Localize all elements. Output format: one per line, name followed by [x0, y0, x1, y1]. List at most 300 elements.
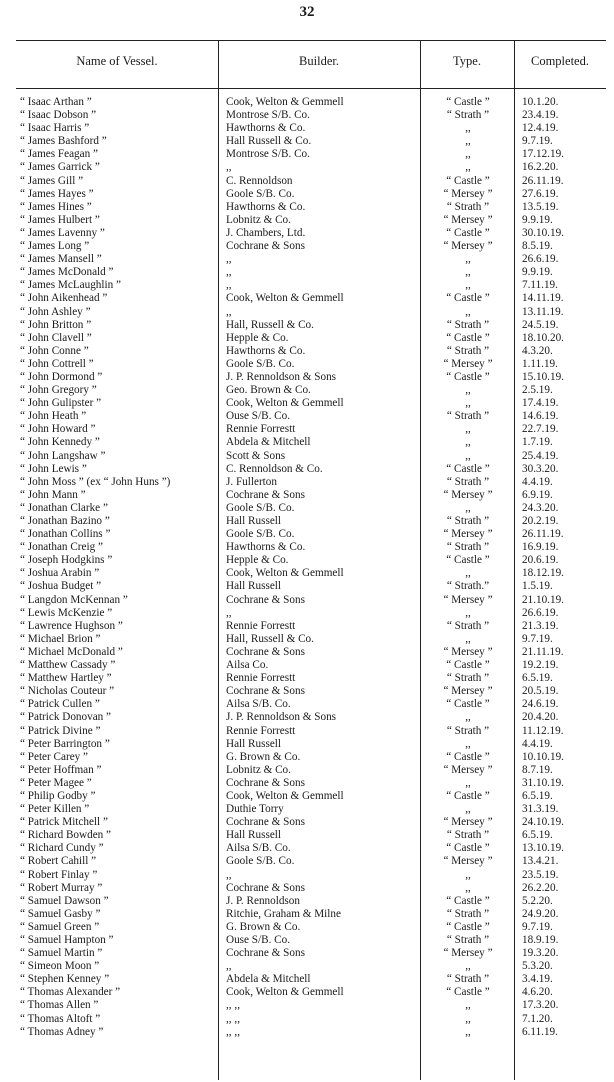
table-row — [16, 947, 606, 960]
completed-date-cell: 26.11.19. — [522, 528, 564, 541]
builder-cell: Cochrane & Sons — [226, 240, 305, 253]
type-cell: ,, — [465, 423, 471, 436]
completed-date-cell: 24.5.19. — [522, 318, 559, 331]
vessel-name-cell: “ James Gill ” — [20, 174, 84, 187]
header-builder: Builder. — [299, 54, 339, 68]
vessel-name-cell: “ Robert Murray ” — [20, 881, 103, 894]
completed-date-cell: 30.3.20. — [522, 462, 559, 475]
builder-cell: Hall, Russell & Co. — [226, 632, 314, 645]
type-cell: “ Castle ” — [446, 331, 490, 344]
table-top-rule — [16, 40, 606, 41]
table-row — [16, 934, 606, 947]
vessel-name-cell: “ Jonathan Collins ” — [20, 528, 111, 541]
type-cell: ,, — [465, 436, 471, 449]
vessel-name-cell: “ James Hulbert ” — [20, 213, 100, 226]
table-row — [16, 1013, 606, 1026]
builder-cell: Abdela & Mitchell — [226, 436, 311, 449]
table-row — [16, 685, 606, 698]
table-row — [16, 436, 606, 449]
completed-date-cell: 6.5.19. — [522, 789, 553, 802]
vessel-name-cell: “ John Heath ” — [20, 410, 87, 423]
table-row — [16, 908, 606, 921]
completed-date-cell: 4.3.20. — [522, 344, 553, 357]
builder-cell: ,, — [226, 266, 232, 279]
builder-cell: Goole S/B. Co. — [226, 187, 295, 200]
builder-cell: J. P. Rennoldson & Sons — [226, 711, 337, 724]
builder-cell: Hawthorns & Co. — [226, 122, 306, 135]
builder-cell: Cook, Welton & Gemmell — [226, 292, 344, 305]
table-row — [16, 384, 606, 397]
vessel-name-cell: “ James Lavenny ” — [20, 226, 105, 239]
table-row — [16, 803, 606, 816]
vessel-name-cell: “ Thomas Altoft ” — [20, 1012, 101, 1025]
builder-cell: ,, — [226, 960, 232, 973]
table-row — [16, 175, 606, 188]
table-row — [16, 764, 606, 777]
completed-date-cell: 10.1.20. — [522, 96, 559, 108]
builder-cell: J. Fullerton — [226, 475, 277, 488]
type-cell: “ Mersey ” — [443, 816, 493, 829]
completed-date-cell: 30.10.19. — [522, 226, 564, 239]
completed-date-cell: 23.5.19. — [522, 868, 559, 881]
type-cell: “ Mersey ” — [443, 488, 493, 501]
table-row — [16, 790, 606, 803]
vessel-name-cell: “ Nicholas Couteur ” — [20, 685, 115, 698]
completed-date-cell: 24.3.20. — [522, 501, 559, 514]
table-row — [16, 751, 606, 764]
type-cell: “ Strath ” — [446, 973, 490, 986]
vessel-name-cell: “ James Bashford ” — [20, 135, 107, 148]
type-cell: “ Castle ” — [446, 96, 490, 108]
builder-cell: Hall Russell — [226, 737, 282, 750]
completed-date-cell: 18.12.19. — [522, 567, 564, 580]
builder-cell: Goole S/B. Co. — [226, 357, 295, 370]
builder-cell: Cochrane & Sons — [226, 947, 305, 960]
completed-date-cell: 9.7.19. — [522, 135, 553, 148]
header-bottom-rule — [16, 88, 606, 89]
table-row — [16, 345, 606, 358]
builder-cell: Cook, Welton & Gemmell — [226, 96, 344, 108]
type-cell: ,, — [465, 384, 471, 397]
type-cell: ,, — [465, 161, 471, 174]
type-cell: ,, — [465, 397, 471, 410]
table-row — [16, 423, 606, 436]
table-row — [16, 96, 606, 109]
completed-date-cell: 20.2.19. — [522, 515, 559, 527]
builder-cell: J. P. Rennoldson — [226, 894, 300, 907]
completed-date-cell: 8.7.19. — [522, 763, 553, 776]
vessel-name-cell: “ John Lewis ” — [20, 462, 87, 475]
table-row — [16, 869, 606, 882]
header-completed: Completed. — [531, 54, 589, 68]
builder-cell: C. Rennoldson & Co. — [226, 462, 323, 475]
type-cell: “ Mersey ” — [443, 213, 493, 226]
completed-date-cell: 24.10.19. — [522, 816, 564, 829]
type-cell: “ Castle ” — [446, 292, 490, 305]
type-cell: ,, — [465, 122, 471, 135]
builder-cell: ,, — [226, 279, 232, 292]
builder-cell: Hepple & Co. — [226, 554, 289, 567]
vessel-name-cell: “ John Kennedy ” — [20, 436, 100, 449]
type-cell: ,, — [465, 279, 471, 292]
completed-date-cell: 31.3.19. — [522, 803, 559, 816]
type-cell: ,, — [465, 148, 471, 161]
table-row — [16, 227, 606, 240]
builder-cell: Cochrane & Sons — [226, 645, 305, 658]
vessel-name-cell: “ Isaac Harris ” — [20, 122, 90, 135]
type-cell: ,, — [465, 776, 471, 789]
type-cell: “ Castle ” — [446, 554, 490, 567]
table-row — [16, 148, 606, 161]
vessel-name-cell: “ James Garrick ” — [20, 161, 100, 174]
completed-date-cell: 11.12.19. — [522, 724, 564, 737]
completed-date-cell: 17.3.20. — [522, 999, 559, 1012]
vessel-name-cell: “ Thomas Alexander ” — [20, 986, 121, 999]
completed-date-cell: 12.4.19. — [522, 122, 559, 135]
builder-cell: Montrose S/B. Co. — [226, 109, 310, 122]
completed-date-cell: 9.7.19. — [522, 920, 553, 933]
vessel-name-cell: “ Lawrence Hughson ” — [20, 619, 123, 632]
builder-cell: J. Chambers, Ltd. — [226, 226, 306, 239]
completed-date-cell: 18.10.20. — [522, 331, 564, 344]
table-row — [16, 266, 606, 279]
type-cell: “ Strath ” — [446, 907, 490, 920]
vessel-name-cell: “ John Ashley ” — [20, 305, 91, 318]
type-cell: “ Strath ” — [446, 410, 490, 423]
type-cell: “ Castle ” — [446, 920, 490, 933]
table-row — [16, 188, 606, 201]
type-cell: ,, — [465, 960, 471, 973]
completed-date-cell: 23.4.19. — [522, 109, 559, 122]
header-name-of-vessel: Name of Vessel. — [76, 54, 158, 68]
completed-date-cell: 26.2.20. — [522, 881, 559, 894]
type-cell: “ Mersey ” — [443, 528, 493, 541]
type-cell: ,, — [465, 632, 471, 645]
completed-date-cell: 17.4.19. — [522, 397, 559, 410]
table-row — [16, 332, 606, 345]
type-cell: ,, — [465, 999, 471, 1012]
table-row — [16, 855, 606, 868]
table-row — [16, 253, 606, 266]
type-cell: “ Strath ” — [446, 200, 490, 213]
type-cell: “ Strath ” — [446, 724, 490, 737]
builder-cell: Rennie Forrestt — [226, 672, 296, 685]
table-row — [16, 999, 606, 1012]
completed-date-cell: 3.4.19. — [522, 973, 553, 986]
table-row — [16, 725, 606, 738]
vessel-name-cell: “ Peter Barrington ” — [20, 737, 110, 750]
vessel-name-cell: “ Simeon Moon ” — [20, 960, 100, 973]
table-row — [16, 489, 606, 502]
builder-cell: C. Rennoldson — [226, 174, 293, 187]
type-cell: “ Strath ” — [446, 541, 490, 554]
builder-cell: G. Brown & Co. — [226, 920, 301, 933]
builder-cell: Goole S/B. Co. — [226, 501, 295, 514]
builder-cell: Ouse S/B. Co. — [226, 410, 291, 423]
table-row — [16, 816, 606, 829]
table-row — [16, 463, 606, 476]
vessel-name-cell: “ James Hines ” — [20, 200, 92, 213]
type-cell: “ Strath ” — [446, 515, 490, 527]
completed-date-cell: 6.5.19. — [522, 829, 553, 842]
vessel-name-cell: “ Jonathan Bazino ” — [20, 515, 110, 527]
type-cell: “ Castle ” — [446, 462, 490, 475]
vessel-name-cell: “ James McDonald ” — [20, 266, 114, 279]
vessel-name-cell: “ James Feagan ” — [20, 148, 98, 161]
completed-date-cell: 4.4.19. — [522, 737, 553, 750]
completed-date-cell: 7.11.19. — [522, 279, 558, 292]
builder-cell: Montrose S/B. Co. — [226, 148, 310, 161]
completed-date-cell: 16.2.20. — [522, 161, 559, 174]
builder-cell: Cook, Welton & Gemmell — [226, 397, 344, 410]
table-row — [16, 450, 606, 463]
type-cell: “ Castle ” — [446, 698, 490, 711]
type-cell: ,, — [465, 606, 471, 619]
builder-cell: Lobnitz & Co. — [226, 763, 291, 776]
table-row — [16, 960, 606, 973]
vessel-name-cell: “ James McLaughlin ” — [20, 279, 121, 292]
table-row — [16, 738, 606, 751]
completed-date-cell: 27.6.19. — [522, 187, 559, 200]
completed-date-cell: 9.9.19. — [522, 266, 553, 279]
completed-date-cell: 2.5.19. — [522, 384, 553, 397]
builder-cell: Lobnitz & Co. — [226, 213, 291, 226]
vessel-name-cell: “ Samuel Green ” — [20, 920, 100, 933]
builder-cell: Hepple & Co. — [226, 331, 289, 344]
builder-cell: Hall Russell — [226, 829, 282, 842]
completed-date-cell: 4.4.19. — [522, 475, 553, 488]
completed-date-cell: 20.6.19. — [522, 554, 559, 567]
builder-cell: Hall Russell — [226, 580, 282, 593]
vessel-name-cell: “ Samuel Gasby ” — [20, 907, 101, 920]
builder-cell: Cook, Welton & Gemmell — [226, 986, 344, 999]
vessel-name-cell: “ Richard Cundy ” — [20, 842, 104, 855]
table-row — [16, 895, 606, 908]
type-cell: “ Castle ” — [446, 659, 490, 672]
completed-date-cell: 20.4.20. — [522, 711, 559, 724]
type-cell: “ Strath ” — [446, 109, 490, 122]
builder-cell: Rennie Forrestt — [226, 724, 296, 737]
type-cell: ,, — [465, 1025, 471, 1038]
type-cell: ,, — [465, 711, 471, 724]
completed-date-cell: 31.10.19. — [522, 776, 564, 789]
vessel-name-cell: “ John Gregory ” — [20, 384, 97, 397]
type-cell: “ Mersey ” — [443, 685, 493, 698]
completed-date-cell: 14.6.19. — [522, 410, 559, 423]
completed-date-cell: 1.11.19. — [522, 357, 558, 370]
vessel-name-cell: “ John Aikenhead ” — [20, 292, 108, 305]
builder-cell: Abdela & Mitchell — [226, 973, 311, 986]
type-cell: ,, — [465, 501, 471, 514]
table-row — [16, 410, 606, 423]
vessel-name-cell: “ Philip Godby ” — [20, 789, 96, 802]
builder-cell: ,, — [226, 161, 232, 174]
vessel-name-cell: “ John Conne ” — [20, 344, 89, 357]
type-cell: ,, — [465, 253, 471, 266]
completed-date-cell: 21.3.19. — [522, 619, 559, 632]
completed-date-cell: 1.7.19. — [522, 436, 553, 449]
builder-cell: ,, — [226, 868, 232, 881]
vessel-name-cell: “ John Moss ” (ex “ John Huns ”) — [20, 475, 171, 488]
table-row — [16, 607, 606, 620]
type-cell: ,, — [465, 266, 471, 279]
table-row — [16, 201, 606, 214]
completed-date-cell: 4.6.20. — [522, 986, 553, 999]
completed-date-cell: 15.10.19. — [522, 370, 564, 383]
type-cell: “ Mersey ” — [443, 240, 493, 253]
completed-date-cell: 10.10.19. — [522, 750, 564, 763]
type-cell: “ Mersey ” — [443, 645, 493, 658]
builder-cell: Goole S/B. Co. — [226, 528, 295, 541]
table-row — [16, 306, 606, 319]
completed-date-cell: 24.9.20. — [522, 907, 559, 920]
completed-date-cell: 14.11.19. — [522, 292, 564, 305]
table-row — [16, 567, 606, 580]
vessel-name-cell: “ Samuel Hampton ” — [20, 934, 114, 946]
table-row — [16, 240, 606, 253]
table-row — [16, 371, 606, 384]
table-row — [16, 973, 606, 986]
vessel-name-cell: “ Joseph Hodgkins ” — [20, 554, 113, 567]
builder-cell: Rennie Forrestt — [226, 423, 296, 436]
builder-cell: Hawthorns & Co. — [226, 200, 306, 213]
completed-date-cell: 22.7.19. — [522, 423, 559, 436]
vessel-name-cell: “ Peter Carey ” — [20, 750, 89, 763]
builder-cell: ,, ,, — [226, 1025, 240, 1038]
completed-date-cell: 13.10.19. — [522, 842, 564, 855]
table-row — [16, 620, 606, 633]
type-cell: “ Mersey ” — [443, 855, 493, 868]
vessel-name-cell: “ Patrick Donovan ” — [20, 711, 112, 724]
completed-date-cell: 5.2.20. — [522, 894, 553, 907]
builder-cell: Ailsa S/B. Co. — [226, 698, 291, 711]
vessel-name-cell: “ Matthew Hartley ” — [20, 672, 112, 685]
vessel-name-cell: “ Peter Hoffman ” — [20, 763, 102, 776]
type-cell: “ Castle ” — [446, 894, 490, 907]
table-row — [16, 777, 606, 790]
vessel-name-cell: “ James Mansell ” — [20, 253, 102, 266]
builder-cell: ,, — [226, 253, 232, 266]
table-row — [16, 646, 606, 659]
vessel-name-cell: “ Joshua Arabin ” — [20, 567, 100, 580]
builder-cell: Hawthorns & Co. — [226, 541, 306, 554]
completed-date-cell: 21.10.19. — [522, 593, 564, 606]
completed-date-cell: 26.11.19. — [522, 174, 564, 187]
builder-cell: ,, — [226, 606, 232, 619]
table-row — [16, 842, 606, 855]
table-row — [16, 921, 606, 934]
table-row — [16, 594, 606, 607]
type-cell: “ Castle ” — [446, 226, 490, 239]
vessel-name-cell: “ James Hayes ” — [20, 187, 94, 200]
type-cell: “ Castle ” — [446, 789, 490, 802]
vessel-name-cell: “ Matthew Cassady ” — [20, 659, 116, 672]
vessel-name-cell: “ Patrick Mitchell ” — [20, 816, 108, 829]
table-row — [16, 528, 606, 541]
vessel-name-cell: “ John Cottrell ” — [20, 357, 94, 370]
type-cell: “ Castle ” — [446, 750, 490, 763]
type-cell: ,, — [465, 803, 471, 816]
builder-cell: J. P. Rennoldson & Sons — [226, 370, 337, 383]
type-cell: ,, — [465, 737, 471, 750]
type-cell: ,, — [465, 881, 471, 894]
completed-date-cell: 19.3.20. — [522, 947, 559, 960]
completed-date-cell: 21.11.19. — [522, 645, 564, 658]
vessel-name-cell: “ Samuel Dawson ” — [20, 894, 109, 907]
completed-date-cell: 6.9.19. — [522, 488, 553, 501]
builder-cell: Scott & Sons — [226, 449, 286, 462]
table-body — [16, 96, 606, 1039]
table-row — [16, 633, 606, 646]
completed-date-cell: 13.4.21. — [522, 855, 559, 868]
builder-cell: Ailsa Co. — [226, 659, 269, 672]
completed-date-cell: 1.5.19. — [522, 580, 553, 593]
type-cell: “ Strath ” — [446, 619, 490, 632]
type-cell: “ Castle ” — [446, 842, 490, 855]
table-row — [16, 292, 606, 305]
table-row — [16, 279, 606, 292]
completed-date-cell: 6.11.19. — [522, 1025, 558, 1038]
type-cell: “ Strath ” — [446, 672, 490, 685]
builder-cell: Duthie Torry — [226, 803, 284, 816]
table-row — [16, 358, 606, 371]
vessel-name-cell: “ Jonathan Creig ” — [20, 541, 103, 554]
completed-date-cell: 9.9.19. — [522, 213, 553, 226]
type-cell: “ Strath ” — [446, 475, 490, 488]
builder-cell: Cook, Welton & Gemmell — [226, 567, 344, 580]
vessel-name-cell: “ John Mann ” — [20, 488, 86, 501]
table-row — [16, 672, 606, 685]
builder-cell: Hall Russell — [226, 515, 282, 527]
page-number: 32 — [299, 4, 315, 20]
table-row — [16, 397, 606, 410]
builder-cell: Cochrane & Sons — [226, 685, 305, 698]
type-cell: “ Mersey ” — [443, 947, 493, 960]
completed-date-cell: 9.7.19. — [522, 632, 553, 645]
builder-cell: Cook, Welton & Gemmell — [226, 789, 344, 802]
builder-cell: Hall Russell & Co. — [226, 135, 312, 148]
type-cell: “ Strath ” — [446, 934, 490, 946]
vessel-name-cell: “ John Dormond ” — [20, 370, 103, 383]
builder-cell: G. Brown & Co. — [226, 750, 301, 763]
completed-date-cell: 18.9.19. — [522, 934, 559, 946]
type-cell: “ Strath ” — [446, 318, 490, 331]
completed-date-cell: 25.4.19. — [522, 449, 559, 462]
builder-cell: Goole S/B. Co. — [226, 855, 295, 868]
table-row — [16, 502, 606, 515]
completed-date-cell: 26.6.19. — [522, 606, 559, 619]
type-cell: ,, — [465, 305, 471, 318]
completed-date-cell: 19.2.19. — [522, 659, 559, 672]
builder-cell: Ouse S/B. Co. — [226, 934, 291, 946]
table-row — [16, 986, 606, 999]
table-row — [16, 711, 606, 724]
table-row — [16, 214, 606, 227]
table-row — [16, 541, 606, 554]
table-row — [16, 698, 606, 711]
table-row — [16, 109, 606, 122]
builder-cell: Geo. Brown & Co. — [226, 384, 311, 397]
builder-cell: Ritchie, Graham & Milne — [226, 907, 341, 920]
builder-cell: Cochrane & Sons — [226, 881, 305, 894]
builder-cell: Ailsa S/B. Co. — [226, 842, 291, 855]
builder-cell: Hawthorns & Co. — [226, 344, 306, 357]
type-cell: ,, — [465, 449, 471, 462]
completed-date-cell: 13.11.19. — [522, 305, 564, 318]
completed-date-cell: 20.5.19. — [522, 685, 559, 698]
vessel-name-cell: “ Peter Magee ” — [20, 776, 92, 789]
type-cell: ,, — [465, 567, 471, 580]
